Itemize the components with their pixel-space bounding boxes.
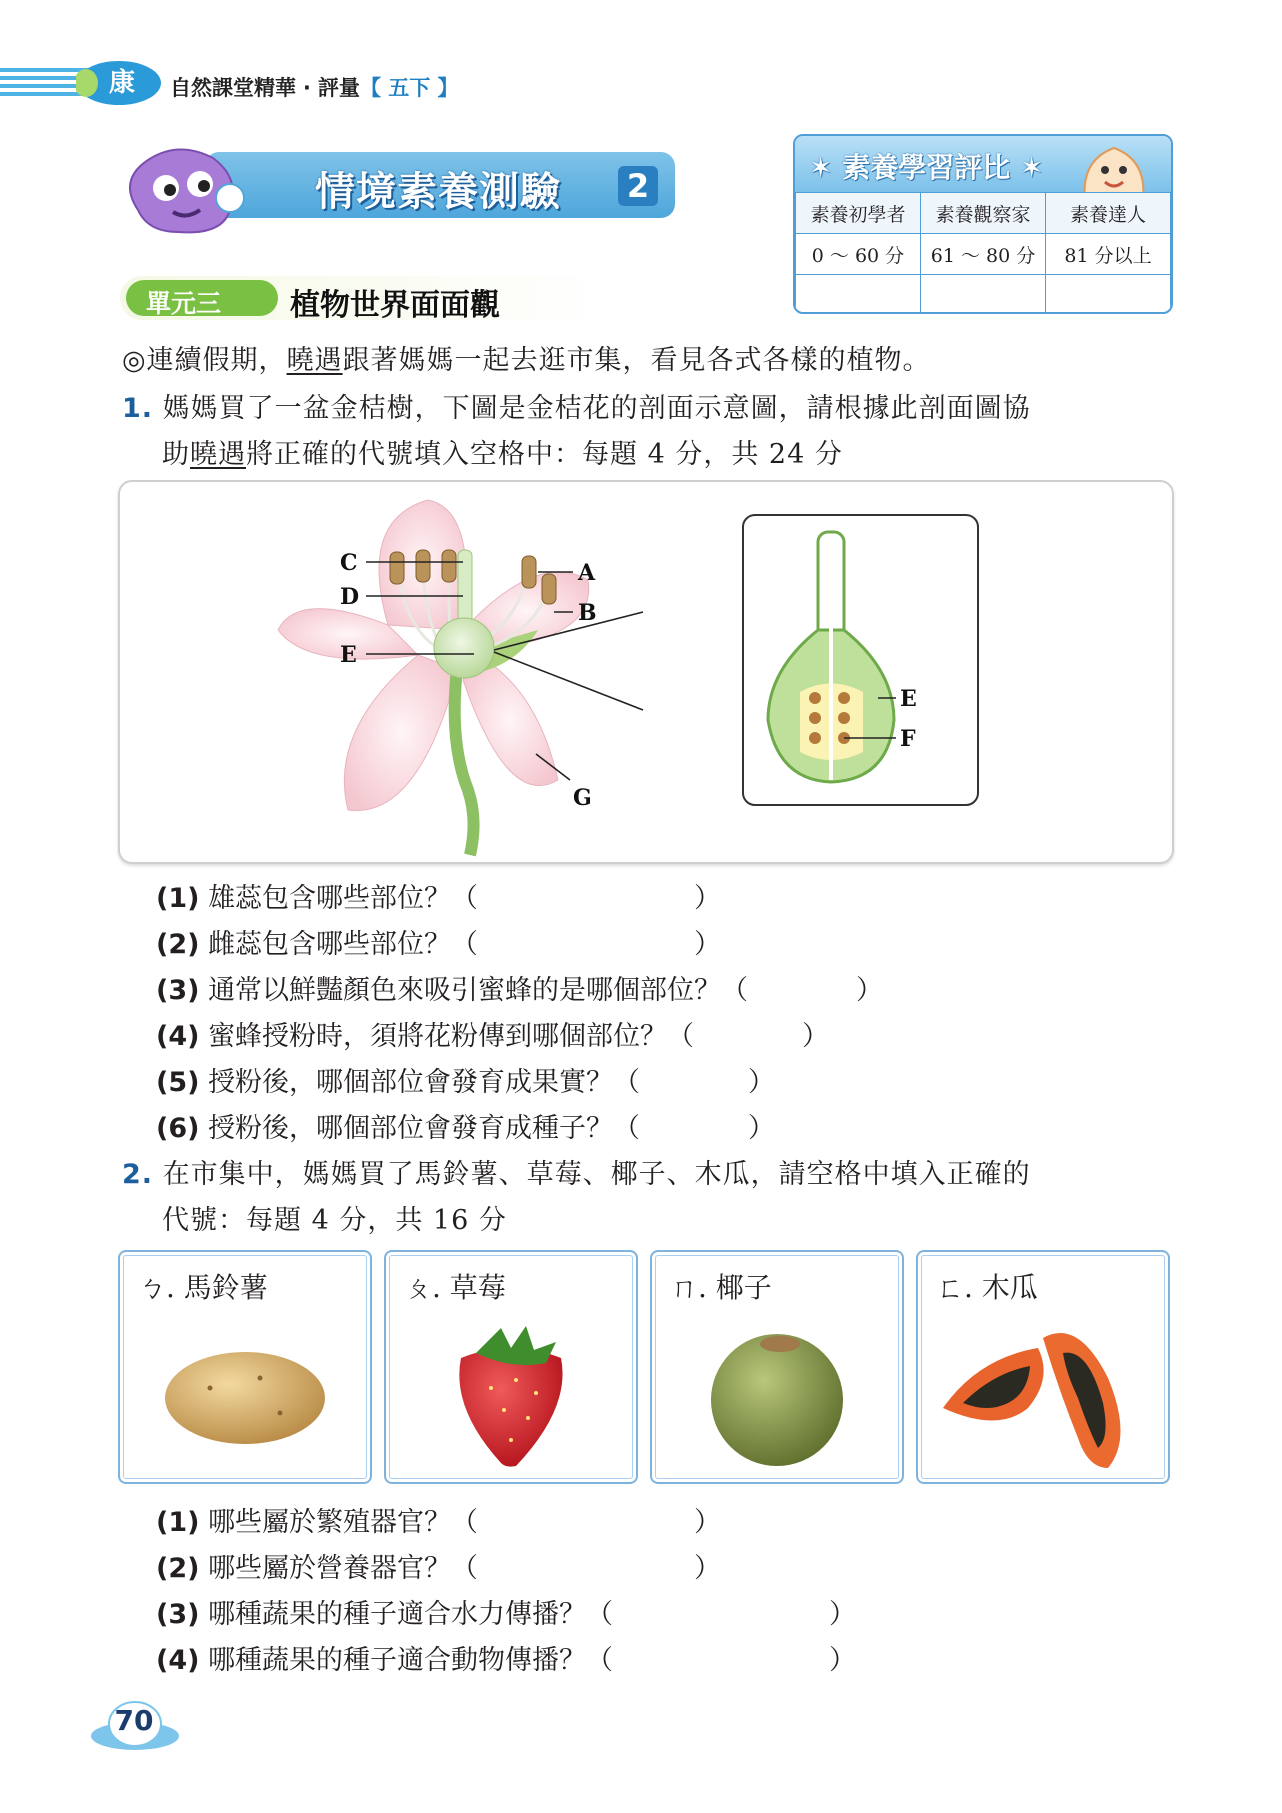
q2-sub-4 [156,1638,856,1677]
q1-line1 [122,386,1031,425]
strawberry-icon [406,1318,616,1468]
sub-text: 哪些屬於繁殖器官？（ ） [208,1507,722,1538]
publisher-logo-text: 康 [108,68,135,98]
smiling-mascot-icon [1077,140,1151,200]
label-E: E [340,642,357,668]
label-C: C [340,550,358,576]
q1-sub-3 [156,968,883,1007]
produce-card-potato [118,1250,372,1484]
sub-number: (4) [156,1021,200,1052]
q2-number: 2. [122,1159,154,1190]
ovary [434,618,494,678]
test-number-badge: 2 [618,166,658,206]
q2-text1: 在市集中，媽媽買了馬鈴薯、草莓、椰子、木瓜，請空格中填入正確的 [162,1159,1031,1190]
q1-text2-suffix: 將正確的代號填入空格中：每題 4 分，共 24 分 [246,439,843,470]
q1-text2-prefix: 助 [162,439,190,470]
q1-number: 1. [122,393,154,424]
label-E-inset: E [900,686,917,712]
label-A: A [578,560,596,586]
coconut-icon [672,1318,882,1468]
card-label: ㄇ. 椰子 [670,1271,772,1304]
rating-grid [795,192,1171,314]
intro-line [122,338,931,377]
q1-text1: 媽媽買了一盆金桔樹，下圖是金桔花的剖面示意圖，請根據此剖面圖協 [162,393,1031,424]
sub-number: (6) [156,1113,200,1144]
sub-text: 哪種蔬果的種子適合動物傳播？（ ） [208,1645,857,1676]
sub-number: (4) [156,1645,200,1676]
sub-number: (3) [156,975,200,1006]
sub-text: 通常以鮮豔顏色來吸引蜜蜂的是哪個部位？（ ） [208,975,884,1006]
label-F: F [900,726,916,752]
rating-check-cell [796,275,921,315]
sub-number: (1) [156,1507,200,1538]
papaya-icon [938,1318,1148,1468]
sub-number: (2) [156,1553,200,1584]
purple-monster-icon [118,140,258,240]
sub-text: 蜜蜂授粉時，須將花粉傳到哪個部位？（ ） [208,1021,830,1052]
sub-number: (3) [156,1599,200,1630]
intro-suffix: 跟著媽媽一起去逛市集，看見各式各樣的植物。 [342,345,931,376]
sub-text: 哪種蔬果的種子適合水力傳播？（ ） [208,1599,857,1630]
sub-number: (5) [156,1067,200,1098]
sub-text: 授粉後，哪個部位會發育成種子？（ ） [208,1113,776,1144]
q2-sub-2 [156,1546,721,1585]
grade-label: 【 五下 】 [359,76,459,100]
q1-sub-1 [156,876,721,915]
rating-level-range: 61 ～ 80 分 [921,234,1046,275]
sub-text: 授粉後，哪個部位會發育成果實？（ ） [208,1067,776,1098]
intro-name: 曉遇 [286,345,343,376]
potato-icon [140,1318,350,1468]
unit-label: 單元三 [146,289,222,318]
sub-text: 哪些屬於營養器官？（ ） [208,1553,722,1584]
q1-sub-2 [156,922,721,961]
q1-sub-5 [156,1060,775,1099]
page-title: 情境素養測驗 [315,169,561,215]
sub-text: 雌蕊包含哪些部位？（ ） [208,929,722,960]
label-G: G [573,785,592,811]
sub-number: (2) [156,929,200,960]
q1-text2-name: 曉遇 [190,439,246,470]
q2-line1 [122,1152,1031,1191]
q1-sub-4 [156,1014,829,1053]
rating-check-cell [921,275,1046,315]
series-name: 自然課堂精華 ‧ 評量 [170,76,360,100]
kumquat-flower-section-diagram [118,480,1170,860]
rating-level-range: 0 ～ 60 分 [796,234,921,275]
card-label: ㄅ. 馬鈴薯 [138,1271,268,1304]
q1-line2 [162,432,843,471]
rating-level-name: 素養初學者 [796,193,921,234]
petals [278,500,589,811]
sub-number: (1) [156,883,200,914]
q2-sub-3 [156,1592,856,1631]
rating-level-range: 81 分以上 [1046,234,1171,275]
series-title [170,72,459,102]
label-D: D [340,584,360,610]
rating-check-cell [1046,275,1171,315]
page-number: 70 [114,1704,154,1737]
unit-title: 植物世界面面觀 [290,288,500,323]
q2-line2: 代號：每題 4 分，共 16 分 [162,1205,507,1236]
produce-card-coconut [650,1250,904,1484]
intro-prefix: ◎連續假期， [122,345,287,376]
produce-card-strawberry [384,1250,638,1484]
label-B: B [578,600,597,626]
sub-text: 雄蕊包含哪些部位？（ ） [208,883,722,914]
literacy-rating-table [793,134,1173,314]
rating-level-name: 素養觀察家 [921,193,1046,234]
q2-sub-1 [156,1500,721,1539]
rating-level-name: 素養達人 [1046,193,1171,234]
rating-title: ✶ 素養學習評比 ✶ [809,151,1044,184]
card-label: ㄈ. 木瓜 [936,1271,1038,1304]
q1-sub-6 [156,1106,775,1145]
card-label: ㄆ. 草莓 [404,1271,506,1304]
produce-card-papaya [916,1250,1170,1484]
